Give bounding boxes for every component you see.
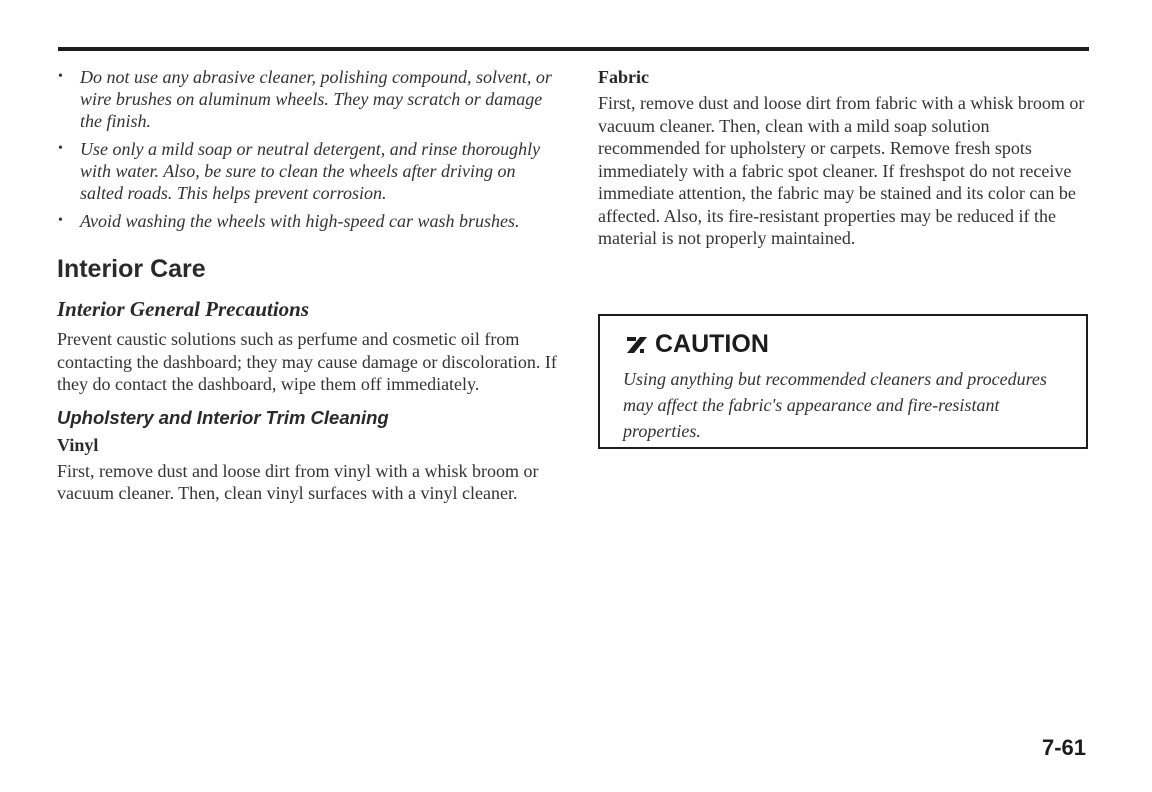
list-item-text: Do not use any abrasive cleaner, polishing compound, solvent, or wire brushes on aluminum wheels. They may scratch or damage the finish. [80, 67, 552, 131]
vinyl-heading: Vinyl [57, 434, 99, 455]
general-precautions-heading: Interior General Precautions [57, 297, 310, 321]
general-precautions-text: Prevent caustic solutions such as perfume and cosmetic oil from contacting the dashboard; they may cause damage or discoloration. If they do contact the dashboard, wipe them off immediately. [57, 329, 557, 394]
right-column [598, 66, 1093, 250]
left-column [57, 66, 557, 505]
vinyl-text: First, remove dust and loose dirt from vinyl with a whisk broom or vacuum cleaner. Then, clean vinyl surfaces with a vinyl cleaner. [57, 460, 539, 503]
list-item-text: Use only a mild soap or neutral detergent, and rinse thoroughly with water. Also, be sure to clean the wheels after driving on salted roads. This helps prevent corrosion. [80, 139, 541, 203]
interior-care-heading: Interior Care [57, 255, 206, 283]
list-item-text: Avoid washing the wheels with high-speed car wash brushes. [80, 211, 520, 231]
fabric-text: First, remove dust and loose dirt from fabric with a whisk broom or vacuum cleaner. Then, clean with a mild soap solution recommended for upholstery or carpets. Remove fresh spots immediately with a fabric spot cleaner. If freshspot do not receive immediate attention, the fabric may be stained and its color can be affected. Also, its fire-resistant properties may be reduced if the material is not properly maintained. [598, 93, 1085, 248]
upholstery-heading: Upholstery and Interior Trim Cleaning [57, 406, 389, 428]
caution-title-text: CAUTION [655, 330, 769, 358]
list-item [57, 66, 557, 132]
top-rule [58, 47, 1089, 51]
caution-box [598, 314, 1088, 449]
bullet-icon: • [58, 141, 63, 156]
bullet-icon: • [58, 69, 63, 84]
bullet-icon: • [58, 213, 63, 228]
page-number: 7-61 [1041, 735, 1086, 760]
caution-text: Using anything but recommended cleaners and procedures may affect the fabric's appearance and fire-resistant properties. [623, 369, 1047, 441]
fabric-heading: Fabric [598, 67, 649, 87]
wheel-care-list [57, 66, 557, 232]
caution-icon [625, 333, 651, 355]
list-item [57, 210, 557, 232]
caution-title [625, 329, 769, 359]
list-item [57, 138, 557, 204]
